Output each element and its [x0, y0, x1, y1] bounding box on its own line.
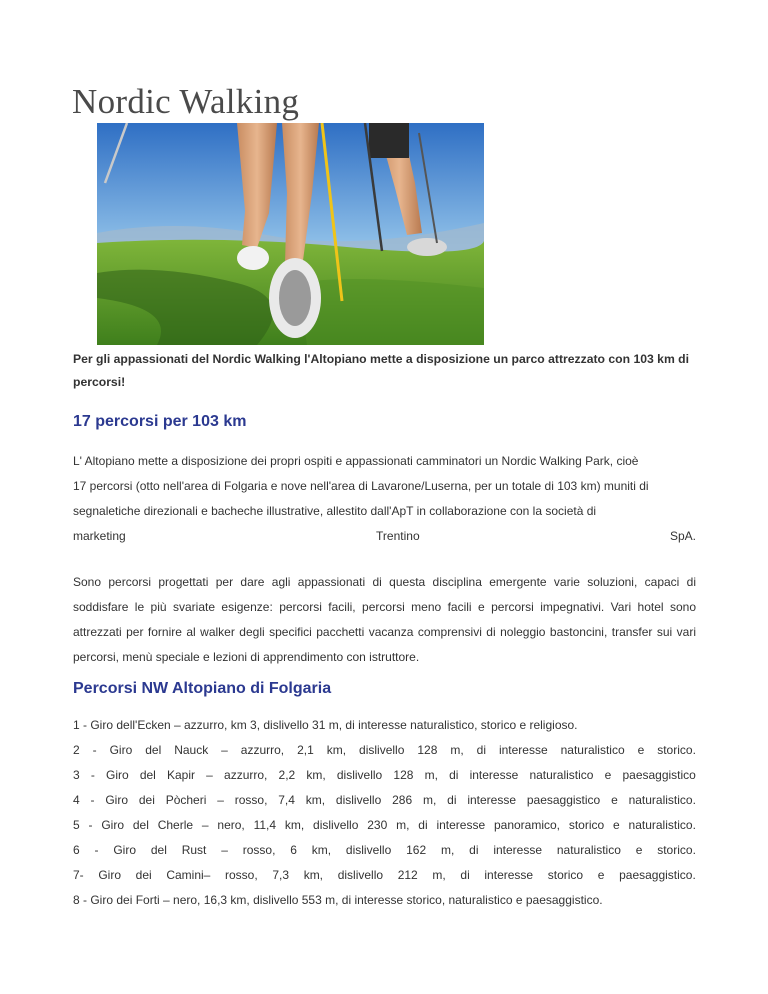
route-word: 2 — [73, 743, 80, 757]
route-word: 7,4 — [278, 793, 295, 807]
nordic-walking-photo — [97, 123, 484, 345]
route-word: - — [90, 793, 95, 807]
route-item — [73, 738, 696, 763]
route-word: 128 — [393, 768, 414, 782]
route-word: Giro — [106, 768, 129, 782]
route-word: 212 — [397, 868, 418, 882]
paragraph-nordic-walking-park — [73, 449, 696, 549]
route-item — [73, 838, 696, 863]
route-word: m, — [422, 793, 437, 807]
word: SpA. — [669, 529, 696, 543]
route-word: - — [92, 743, 97, 757]
route-word: naturalistico — [529, 768, 594, 782]
route-word: rosso, — [225, 868, 258, 882]
section-heading-routes-count: 17 percorsi per 103 km — [73, 413, 247, 430]
route-word: km, — [305, 793, 326, 807]
route-word: Pòcheri — [165, 793, 207, 807]
route-word: e — [635, 843, 643, 857]
route-word: 2,1 — [297, 743, 314, 757]
route-word: 286 — [392, 793, 413, 807]
route-word: Camini– — [166, 868, 211, 882]
route-word: e — [611, 793, 618, 807]
route-word: interesse — [436, 818, 486, 832]
route-item — [73, 813, 696, 838]
route-word: naturalistico — [556, 843, 621, 857]
route-word: dislivello — [313, 818, 359, 832]
intro-text: Per gli appassionati del Nordic Walking l'Altopiano mette a disposizione un parco attrezzato con 103 km di percorsi! — [73, 352, 689, 389]
route-word: e — [613, 818, 620, 832]
paragraph-line: L' Altopiano mette a disposizione dei propri ospiti e appassionati camminatori un Nordic Walking Park, cioè — [73, 454, 639, 468]
route-word: – — [206, 768, 213, 782]
route-word: panoramico, — [493, 818, 561, 832]
route-word: 128 — [417, 743, 438, 757]
route-word: del — [150, 843, 167, 857]
route-word: Giro — [113, 843, 137, 857]
route-word: km, — [303, 868, 324, 882]
word: Trentino — [376, 529, 420, 543]
route-word: naturalistico — [560, 743, 625, 757]
route-word: 6 — [290, 843, 297, 857]
route-word: storico — [547, 868, 584, 882]
route-word: paesaggistico — [622, 768, 696, 782]
route-word: dislivello — [359, 743, 405, 757]
route-word: m, — [432, 868, 446, 882]
page-title: Nordic Walking — [72, 82, 300, 121]
route-word: di — [449, 768, 459, 782]
route-word: 230 — [367, 818, 388, 832]
route-word: 2,2 — [278, 768, 296, 782]
route-word: km, — [326, 743, 347, 757]
route-word: interesse — [484, 868, 534, 882]
route-word: rosso, — [234, 793, 268, 807]
route-word: km, — [311, 843, 332, 857]
route-word: nero, — [217, 818, 245, 832]
route-item — [73, 863, 696, 888]
route-word: azzurro, — [224, 768, 268, 782]
route-word: e — [597, 868, 605, 882]
route-word: dislivello — [336, 768, 383, 782]
route-word: naturalistico. — [628, 818, 696, 832]
route-word: del — [145, 743, 162, 757]
route-word: interesse — [469, 768, 519, 782]
route-word: e — [637, 743, 645, 757]
route-word: 11,4 — [253, 818, 277, 832]
route-word: 4 — [73, 793, 80, 807]
route-word: dislivello — [337, 868, 384, 882]
route-word: Cherle — [157, 818, 194, 832]
route-word: del — [132, 818, 149, 832]
route-word: interesse — [467, 793, 517, 807]
route-word: – — [221, 743, 228, 757]
paragraph-line: segnaletiche direzionali e bacheche illustrative, allestito dall'ApT in collaborazione con la società di — [73, 504, 597, 518]
route-word: Rust — [181, 843, 207, 857]
route-word: – — [201, 818, 209, 832]
route-word: interesse — [493, 843, 543, 857]
route-word: m, — [440, 843, 455, 857]
route-word: Nauck — [174, 743, 209, 757]
route-word: 7,3 — [272, 868, 290, 882]
route-word: azzurro, — [240, 743, 285, 757]
route-word: - — [88, 818, 93, 832]
route-word: di — [476, 743, 486, 757]
route-item: 1 - Giro dell'Ecken – azzurro, km 3, dislivello 31 m, di interesse naturalistico, storico e religioso. — [73, 718, 578, 732]
photo-illustration — [97, 123, 484, 345]
route-word: paesaggistico. — [619, 868, 696, 882]
route-word: 7- — [73, 868, 84, 882]
paragraph-last-line — [73, 524, 696, 549]
route-word: storico. — [657, 743, 696, 757]
route-word: storico. — [657, 843, 696, 857]
route-word: di — [447, 793, 457, 807]
route-word: - — [94, 843, 99, 857]
route-word: rosso, — [242, 843, 276, 857]
word: marketing — [73, 529, 126, 543]
route-word: km, — [306, 768, 326, 782]
route-word: m, — [450, 743, 464, 757]
route-word: dei — [138, 793, 155, 807]
route-word: di — [469, 843, 479, 857]
route-word: Kapir — [167, 768, 196, 782]
route-word: 6 — [73, 843, 80, 857]
route-word: 3 — [73, 768, 80, 782]
paragraph-route-design: Sono percorsi progettati per dare agli appassionati di questa disciplina emergente varie soluzioni, capaci di soddisfare le più svariate esigenze: percorsi facili, percorsi meno facili e percorsi impegnativi. Vari hotel sono attrezzati per fornire al walker degli specifici pacchetti vacanza comprensivi di noleggio bastoncini, transfer sui vari percorsi, menù speciale e lezioni di apprendimento con istruttore. — [73, 575, 696, 664]
route-word: Giro — [98, 868, 121, 882]
route-word: Giro — [101, 818, 125, 832]
route-word: storico — [568, 818, 605, 832]
route-word: interesse — [498, 743, 548, 757]
paragraph-line: 17 percorsi (otto nell'area di Folgaria e nove nell'area di Lavarone/Luserna, per un totale di 103 km) muniti di — [73, 479, 649, 493]
route-word: di — [460, 868, 470, 882]
route-word: di — [418, 818, 428, 832]
route-word: m, — [424, 768, 438, 782]
route-item: 8 - Giro dei Forti – nero, 16,3 km, dislivello 553 m, di interesse storico, naturalistico e paesaggistico. — [73, 893, 603, 907]
route-item — [73, 763, 696, 788]
route-word: Giro — [109, 743, 133, 757]
route-word: 5 — [73, 818, 80, 832]
route-word: m, — [396, 818, 410, 832]
route-list — [73, 713, 696, 913]
route-word: dei — [135, 868, 152, 882]
route-word: – — [221, 843, 228, 857]
route-word: dislivello — [335, 793, 382, 807]
route-word: - — [90, 768, 95, 782]
section-heading-folgaria: Percorsi NW Altopiano di Folgaria — [73, 680, 332, 697]
route-word: naturalistico. — [628, 793, 696, 807]
route-word: Giro — [105, 793, 129, 807]
route-item — [73, 788, 696, 813]
route-word: km, — [284, 818, 305, 832]
route-word: del — [139, 768, 156, 782]
route-word: – — [217, 793, 224, 807]
route-word: 162 — [406, 843, 427, 857]
route-word: e — [604, 768, 612, 782]
route-word: paesaggistico — [526, 793, 601, 807]
route-word: dislivello — [345, 843, 392, 857]
